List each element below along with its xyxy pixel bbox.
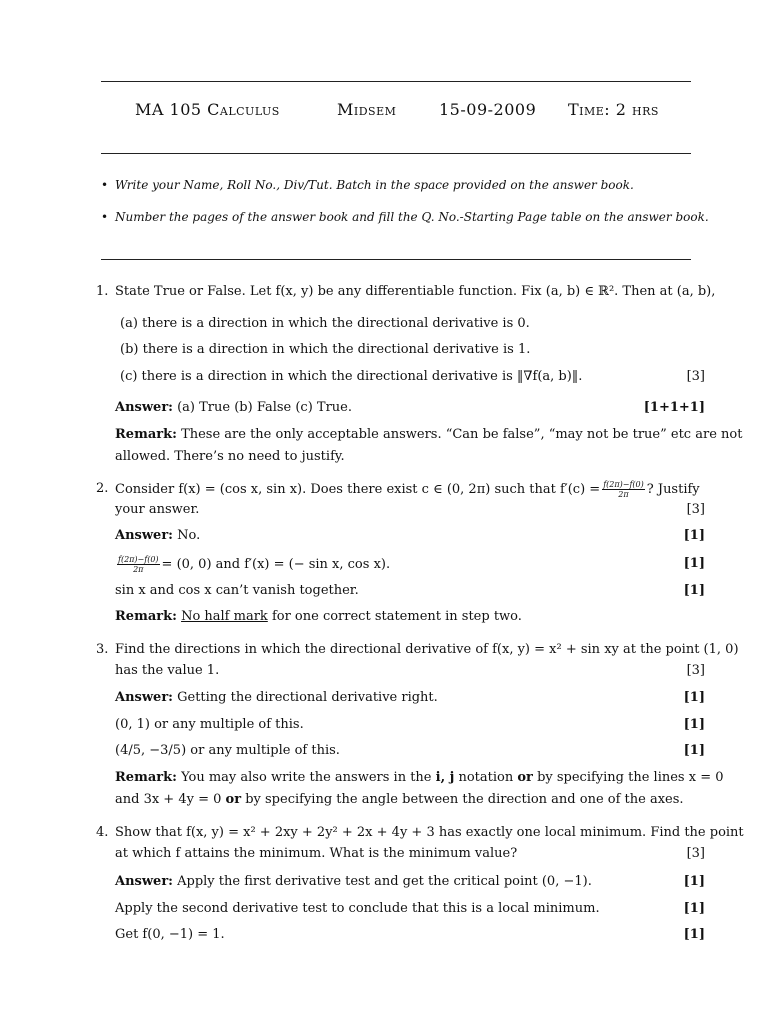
answer-text: Apply the first derivative test and get the critical point (0, −1).: [177, 874, 592, 889]
q3-marks: [3]: [686, 663, 705, 678]
q1-number: 1.: [96, 284, 109, 299]
q3-answer: [115, 689, 438, 707]
remark-label: Remark:: [115, 770, 177, 785]
q1-option-a: (a) there is a direction in which the directional derivative is 0.: [120, 316, 530, 331]
instructions-bottom-rule: [101, 259, 691, 260]
exam-date: 15-09-2009: [439, 100, 537, 119]
q3-line3-marks: [1]: [683, 743, 705, 758]
remark-text: for one correct statement in step two.: [271, 609, 522, 624]
bullet-icon: •: [101, 178, 109, 192]
q1-marks: [3]: [686, 369, 705, 384]
exam-duration: Time: 2 hrs: [568, 100, 659, 119]
q2-step3-marks: [1]: [683, 583, 705, 598]
q2-stem: Consider f(x) = (cos x, sin x). Does there exist c ∈ (0, 2π) such that f′(c) = $\frac{f(2\pi)-f(0)}{2\pi}$ ? Justify: [115, 480, 700, 499]
q4-line2: Apply the second derivative test to conclude that this is a local minimum.: [115, 901, 600, 916]
q4-answer: [115, 873, 592, 891]
q4-stem: Show that f(x, y) = x² + 2xy + 2y² + 2x + 4y + 3 has exactly one local minimum. Find the point: [115, 825, 744, 840]
q2-marks: [3]: [686, 502, 705, 517]
answer-label: Answer:: [115, 400, 173, 415]
answer-label: Answer:: [115, 874, 173, 889]
q3-line2-marks: [1]: [683, 717, 705, 732]
q1-option-c: (c) there is a direction in which the directional derivative is ‖∇f(a, b)‖.: [120, 369, 583, 384]
fraction: $\frac{f(2\pi)-f(0)}{2\pi}$: [603, 480, 644, 499]
q3-answer-marks: [1]: [683, 690, 705, 705]
q1-answer: [115, 399, 352, 417]
q4-line3: Get f(0, −1) = 1.: [115, 927, 225, 942]
q2-answer: [115, 527, 200, 545]
q1-stem: State True or False. Let f(x, y) be any differentiable function. Fix (a, b) ∈ ℝ². Then at (a, b),: [115, 284, 716, 299]
remark-label: Remark:: [115, 427, 177, 442]
q4-marks: [3]: [686, 846, 705, 861]
q3-stem: Find the directions in which the directional derivative of f(x, y) = x² + sin xy at the point (1, 0): [115, 642, 739, 657]
instruction-item: • Write your Name, Roll No., Div/Tut. Batch in the space provided on the answer book.: [101, 178, 634, 192]
answer-label: Answer:: [115, 690, 173, 705]
q2-number: 2.: [96, 481, 109, 496]
remark-label: Remark:: [115, 609, 177, 624]
header-bottom-rule: [101, 153, 691, 154]
q2-stem-cont: your answer.: [115, 502, 200, 517]
q4-line2-marks: [1]: [683, 901, 705, 916]
q3-line2: (0, 1) or any multiple of this.: [115, 717, 304, 732]
q4-answer-marks: [1]: [683, 874, 705, 889]
q4-stem-cont: at which f attains the minimum. What is the minimum value?: [115, 846, 518, 861]
q3-line3: (4/5, −3/5) or any multiple of this.: [115, 743, 340, 758]
q2-remark: [115, 608, 522, 626]
q1-answer-marks: [1+1+1]: [643, 400, 705, 415]
answer-text: Getting the directional derivative right.: [177, 690, 438, 705]
remark-underlined: No half mark: [181, 609, 268, 624]
q2-step2: $\frac{f(2\pi)-f(0)}{2\pi}$ = (0, 0) and f′(x) = (− sin x, cos x).: [118, 555, 391, 574]
q3-remark-cont: and 3x + 4y = 0 or by specifying the angle between the direction and one of the axes.: [115, 792, 684, 807]
q3-number: 3.: [96, 642, 109, 657]
answer-text: (a) True (b) False (c) True.: [177, 400, 352, 415]
fraction: $\frac{f(2\pi)-f(0)}{2\pi}$: [118, 555, 159, 574]
exam-header: [101, 100, 691, 126]
q1-option-b: (b) there is a direction in which the directional derivative is 1.: [120, 342, 531, 357]
q4-line3-marks: [1]: [683, 927, 705, 942]
exam-type: Midsem: [337, 100, 397, 119]
instruction-item: • Number the pages of the answer book and fill the Q. No.-Starting Page table on the answer book.: [101, 210, 709, 224]
q1-remark-cont: allowed. There’s no need to justify.: [115, 449, 345, 464]
q3-remark: Remark: You may also write the answers in the i, j notation or by specifying the lines x = 0: [115, 770, 724, 785]
q4-number: 4.: [96, 825, 109, 840]
top-rule: [101, 81, 691, 82]
q1-remark: [115, 426, 742, 444]
remark-text: These are the only acceptable answers. “Can be false”, “may not be true” etc are not: [181, 427, 743, 442]
ij-notation: i, j: [435, 770, 455, 785]
q3-stem-cont: has the value 1.: [115, 663, 220, 678]
q2-answer-marks: [1]: [683, 528, 705, 543]
bullet-icon: •: [101, 210, 109, 224]
answer-label: Answer:: [115, 528, 173, 543]
q2-step3: sin x and cos x can’t vanish together.: [115, 583, 359, 598]
answer-text: No.: [177, 528, 201, 543]
q2-step2-marks: [1]: [683, 556, 705, 571]
course-title: MA 105 Calculus: [135, 100, 280, 119]
